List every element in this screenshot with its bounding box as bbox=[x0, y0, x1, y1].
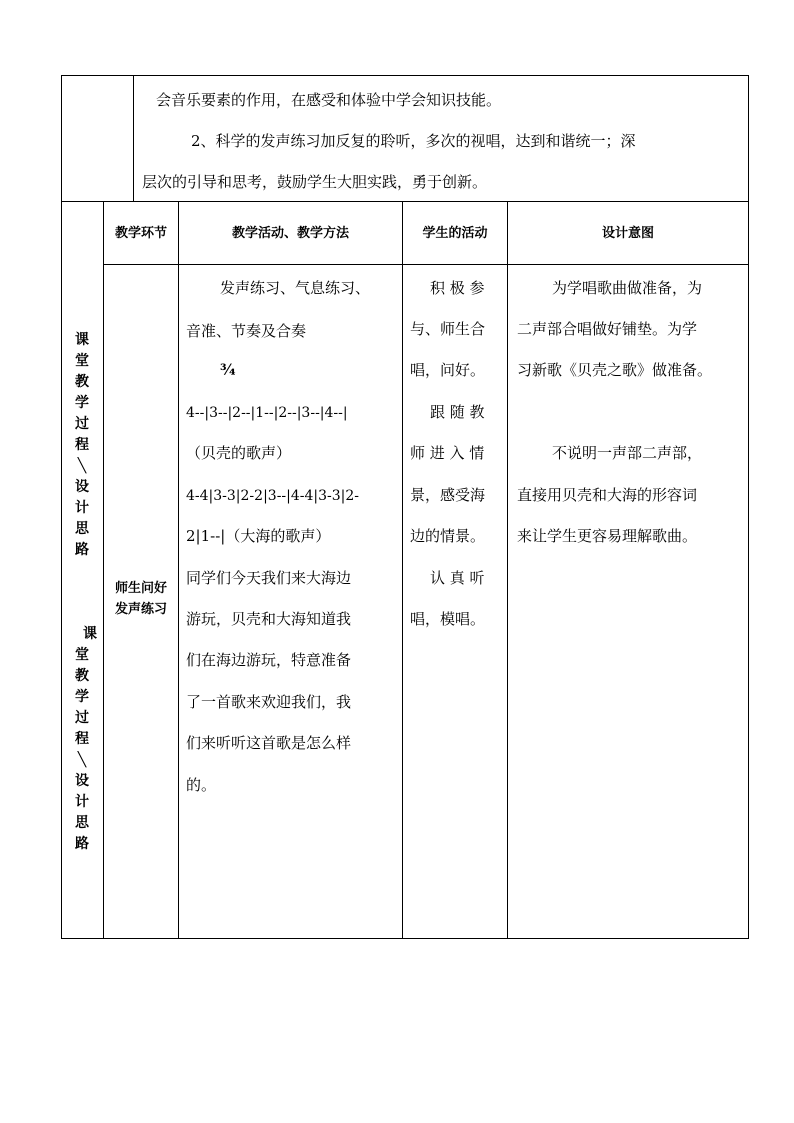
header-row-divider bbox=[103, 264, 749, 265]
side-char: 教 bbox=[75, 668, 89, 684]
top-text-line-1: 会音乐要素的作用，在感受和体验中学会知识技能。 bbox=[156, 91, 502, 109]
side-char: 过 bbox=[75, 710, 89, 726]
side-char: 计 bbox=[75, 500, 89, 516]
intent-line: 来让学生更容易理解歌曲。 bbox=[517, 527, 698, 545]
side-char: 课 bbox=[83, 626, 97, 642]
intent-line: 二声部合唱做好铺垫。为学 bbox=[517, 320, 698, 338]
side-char: 思 bbox=[75, 815, 89, 831]
side-char: 堂 bbox=[75, 353, 89, 369]
table-border-bottom bbox=[61, 938, 749, 939]
table-border-left bbox=[61, 75, 62, 939]
student-line: 与、师生合 bbox=[410, 320, 486, 338]
top-text-line-3: 层次的引导和思考，鼓励学生大胆实践，勇于创新。 bbox=[142, 173, 488, 191]
side-char: 学 bbox=[75, 395, 89, 411]
col-divider-3 bbox=[402, 201, 403, 939]
stage-line-1: 师生问好 bbox=[114, 581, 167, 596]
intent-line: 为学唱歌曲做准备，为 bbox=[552, 279, 703, 297]
activity-line: 游玩，贝壳和大海知道我 bbox=[186, 610, 352, 628]
header-activity: 教学活动、教学方法 bbox=[231, 226, 349, 241]
side-char: 过 bbox=[75, 416, 89, 432]
intent-line: 不说明一声部二声部， bbox=[552, 444, 703, 462]
header-student: 学生的活动 bbox=[422, 226, 488, 241]
student-line: 唱，问好。 bbox=[410, 361, 486, 379]
side-char: 设 bbox=[75, 773, 89, 789]
side-char: 计 bbox=[75, 794, 89, 810]
activity-line: 音准、节奏及合奏 bbox=[186, 322, 307, 340]
activity-line: 们来听听这首歌是怎么样 bbox=[186, 734, 352, 752]
side-char: ╲ bbox=[77, 752, 87, 768]
col-divider-4 bbox=[507, 201, 508, 939]
intent-line: 直接用贝壳和大海的形容词 bbox=[517, 486, 698, 504]
side-char: 程 bbox=[75, 731, 89, 747]
activity-line: 了一首歌来欢迎我们，我 bbox=[186, 693, 352, 711]
row-divider-top bbox=[61, 201, 749, 202]
side-char: 思 bbox=[75, 521, 89, 537]
intent-line: 习新歌《贝壳之歌》做准备。 bbox=[517, 361, 713, 379]
side-char: 堂 bbox=[75, 647, 89, 663]
student-line: 唱，模唱。 bbox=[410, 610, 486, 628]
header-intent: 设计意图 bbox=[601, 226, 654, 241]
student-line: 认 真 听 bbox=[430, 569, 485, 587]
top-text-line-2: 2、科学的发声练习加反复的聆听，多次的视唱，达到和谐统一；深 bbox=[191, 132, 636, 150]
activity-line: 们在海边游玩，特意准备 bbox=[186, 651, 352, 669]
student-line: 师 进 入 情 bbox=[410, 444, 485, 462]
activity-line: 的。 bbox=[186, 776, 217, 794]
side-char: 课 bbox=[75, 332, 89, 348]
student-line: 积 极 参 bbox=[430, 279, 485, 297]
student-line: 边的情景。 bbox=[410, 527, 486, 545]
side-char: 设 bbox=[75, 479, 89, 495]
top-row-divider bbox=[133, 75, 134, 202]
table-border-top bbox=[61, 75, 749, 76]
side-char: 路 bbox=[75, 836, 89, 852]
header-stage: 教学环节 bbox=[114, 226, 167, 241]
activity-line: 4-4|3-3|2-2|3--|4-4|3-3|2- bbox=[186, 488, 360, 504]
activity-line: 发声练习、气息练习、 bbox=[220, 279, 371, 297]
activity-line: ¾ bbox=[220, 361, 236, 379]
col-divider-2 bbox=[178, 201, 179, 939]
col-divider-1 bbox=[103, 201, 104, 939]
activity-line: （贝壳的歌声） bbox=[186, 444, 292, 462]
activity-line: 4--|3--|2--|1--|2--|3--|4--| bbox=[186, 405, 348, 421]
side-char: 路 bbox=[75, 542, 89, 558]
activity-line: 2|1--|（大海的歌声） bbox=[186, 527, 331, 545]
side-char: 学 bbox=[75, 689, 89, 705]
student-line: 景，感受海 bbox=[410, 486, 486, 504]
side-char: 程 bbox=[75, 437, 89, 453]
stage-line-2: 发声练习 bbox=[114, 602, 167, 617]
student-line: 跟 随 教 bbox=[430, 403, 485, 421]
table-border-right bbox=[748, 75, 749, 939]
side-char: ╲ bbox=[77, 458, 87, 474]
side-char: 教 bbox=[75, 374, 89, 390]
activity-line: 同学们今天我们来大海边 bbox=[186, 569, 352, 587]
